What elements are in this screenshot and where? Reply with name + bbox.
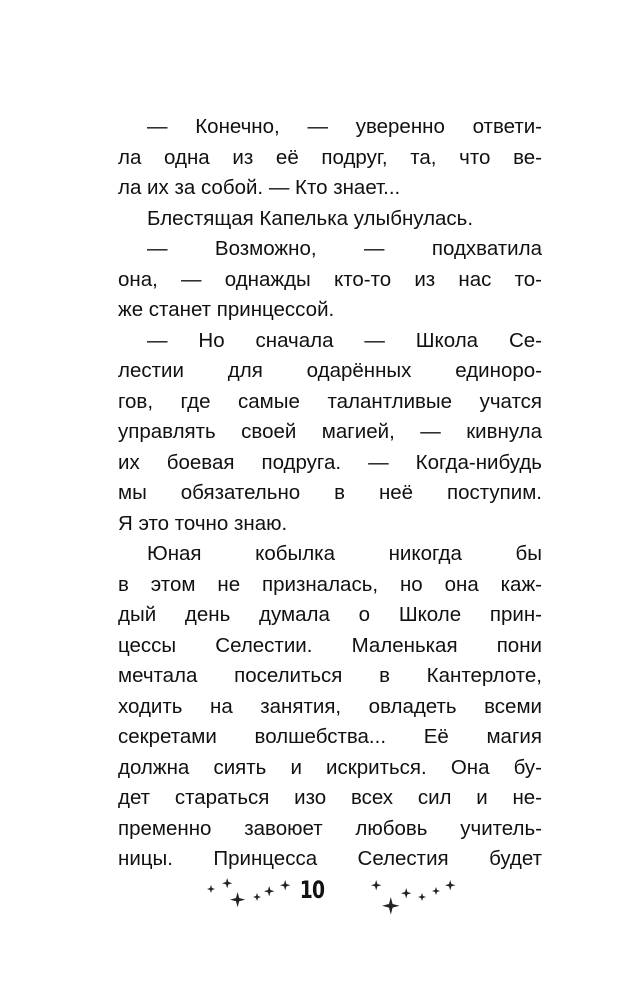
- text-line: пременно завоюет любовь учитель-: [118, 816, 542, 840]
- text-line: — Но сначала — Школа Се-: [147, 328, 542, 352]
- text-line: Блестящая Капелька улыбнулась.: [147, 206, 474, 230]
- body-text: [118, 112, 542, 875]
- text-line: должна сиять и искриться. Она бу-: [118, 755, 542, 779]
- text-line: в этом не призналась, но она каж-: [118, 572, 542, 596]
- text-line: ходить на занятия, овладеть всеми: [118, 694, 542, 718]
- sparkle-stars-icon: [365, 870, 460, 915]
- page-number: 10: [299, 876, 325, 904]
- text-line: же станет принцессой.: [118, 298, 335, 321]
- text-line: дет стараться изо всех сил и не-: [118, 786, 542, 809]
- text-line: цессы Селестии. Маленькая пони: [118, 633, 542, 657]
- text-line: — Конечно, — уверенно ответи-: [147, 115, 542, 138]
- text-line: она, — однажды кто-то из нас то-: [118, 267, 542, 291]
- text-line: Юная кобылка никогда бы: [147, 542, 542, 565]
- text-line: — Возможно, — подхватила: [147, 237, 542, 260]
- text-line: лестии для одарённых единоро-: [118, 359, 542, 382]
- text-line: дый день думала о Школе прин-: [118, 603, 542, 626]
- text-line: секретами волшебства... Её магия: [118, 725, 542, 748]
- sparkle-stars-icon: [200, 870, 295, 915]
- text-line: управлять своей магией, — кивнула: [118, 420, 542, 443]
- text-line: мечтала поселиться в Кантерлоте,: [118, 664, 542, 687]
- text-line: Я это точно знаю.: [118, 511, 288, 535]
- text-line: ницы. Принцесса Селестия будет: [118, 847, 542, 870]
- text-line: гов, где самые талантливые учатся: [118, 389, 542, 413]
- text-line: ла одна из её подруг, та, что ве-: [118, 145, 542, 169]
- text-line: их боевая подруга. — Когда-нибудь: [118, 450, 542, 474]
- text-line: мы обязательно в неё поступим.: [118, 481, 542, 504]
- page-footer: [0, 870, 619, 920]
- text-line: ла их за собой. — Кто знает...: [118, 176, 401, 199]
